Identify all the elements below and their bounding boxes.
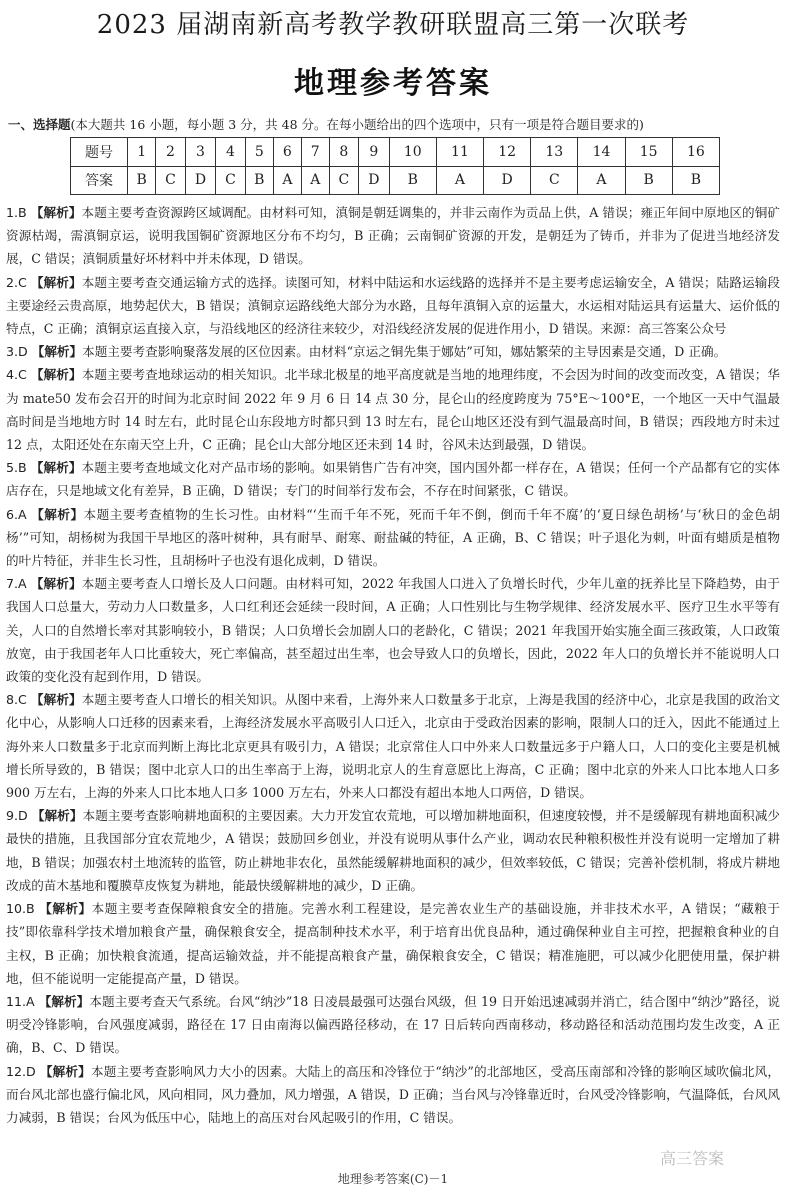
item-text: 本题主要考查资源跨区域调配。由材料可知，滇铜是朝廷调集的，并非云南作为贡品上供，A 错误；雍正年间中原地区的铜矿资源枯竭，需滇铜京运，说明我国铜矿资源地区分布不均匀，B 正确；云南铜矿资源的开发，是朝廷为了铸币，并非为了促进当地经济发展，C 错误；滇铜质量好坏材料中并未体现，D 错误。 <box>6 205 780 267</box>
section-instructions: (本大题共 16 小题，每小题 3 分，共 48 分。在每小题给出的四个选项中，只有一项是符合题目要求的) <box>70 117 644 132</box>
analysis-tag: 【解析】 <box>30 692 82 708</box>
question-number-cell: 15 <box>625 138 672 167</box>
item-number: 6.A <box>6 506 27 522</box>
answer-row <box>71 166 720 195</box>
question-number-cell: 6 <box>273 138 301 167</box>
question-number-cell: 12 <box>484 138 531 167</box>
explanation-item <box>6 363 780 456</box>
answer-cell: D <box>359 166 390 195</box>
section-prefix: 一、选择题 <box>8 117 71 132</box>
explanation-item <box>6 271 780 341</box>
question-number-cell: 5 <box>245 138 273 167</box>
document-title: 地理参考答案 <box>294 66 492 101</box>
answer-cell: D <box>484 166 531 195</box>
item-number: 7.A <box>6 576 27 592</box>
row-label-answer: 答案 <box>71 166 128 195</box>
answer-cell: A <box>273 166 301 195</box>
item-text: 本题主要考查地球运动的相关知识。北半球北极星的地平高度就是当地的地理纬度，不会因为时间的改变而改变，A 错误；华为 mate50 发布会召开的时间为北京时间 2022 年 9 月 6 日 14 点 30 分，昆仑山的经度跨度为 75°E～100°E，一个地区一天中气温最高时间是当地地方时 14 时左右，此时昆仑山东段地方时都只到 13 时左右，昆仑山地区还没有到气温最高时间，B 错误；西段地方时未过 12 点，太阳还处在东南天空上升，C 正确；昆仑山大部分地区还未到 14 时，谷风未达到最强，D 错误。 <box>6 367 780 453</box>
answer-cell: B <box>625 166 672 195</box>
answer-cell: C <box>216 166 245 195</box>
analysis-tag: 【解析】 <box>31 808 83 824</box>
analysis-tag: 【解析】 <box>30 274 82 290</box>
explanation-item <box>6 897 780 990</box>
question-number-cell: 16 <box>672 138 719 167</box>
explanation-item <box>6 201 780 271</box>
item-text: 本题主要考查保障粮食安全的措施。完善水利工程建设，是完善农业生产的基础设施，并非技术水平，A 错误；“藏粮于技”即依靠科学技术增加粮食产量，确保粮食安全，提高制种技术水平，利于培育出优良品种，通过确保种业自主可控，把握粮食种业的自主权，B 正确；加快粮食流通，提高运输效益，并不能提高粮食产量，确保粮食安全，C 错误；精准施肥，可以减少化肥使用量，保护耕地，但不能说明一定能提高产量，D 错误。 <box>6 901 780 986</box>
analysis-tag: 【解析】 <box>31 506 84 522</box>
item-text: 本题主要考查人口增长及人口问题。由材料可知，2022 年我国人口进入了负增长时代，少年儿童的抚养比呈下降趋势，由于我国人口总量大，劳动力人口数量多，人口红利还会延续一段时间，A 正确；人口性别比与生物学规律、经济发展水平、医疗卫生水平等有关，人口的自然增长率对其影响较小，B 错误；人口负增长会加剧人口的老龄化，C 错误；2021 年我国开始实施全面三孩政策，人口政策放宽，由于我国老年人口比重较大，死亡率偏高，甚至超过出生率，也会导致人口的负增长，因此，2022 年人口的负增长并不能说明人口政策的变化没有起到作用，D 错误。 <box>6 576 781 685</box>
answer-cell: B <box>128 166 156 195</box>
item-number: 5.B <box>6 460 27 476</box>
question-number-cell: 9 <box>359 138 390 167</box>
answer-cell: B <box>672 166 719 195</box>
item-text: 本题主要考查人口增长的相关知识。从图中来看，上海外来人口数量多于北京，上海是我国的经济中心，北京是我国的政治文化中心，从影响人口迁移的因素来看，上海经济发展水平高吸引人口迁入，北京由于受政治因素的影响，限制人口的迁入，因此不能通过上海外来人口数量多于北京而判断上海比北京更具有吸引力，A 错误；北京常住人口中外来人口数量远多于户籍人口，人口的变化主要是机械增长所导致的，B 错误；图中北京人口的出生率高于上海，说明北京人的生育意愿比上海高，C 正确；图中北京的外来人口比本地人口多 900 万左右，上海的外来人口比本地人口多 1000 万左右，外来人口都没有超出本地人口两倍，D 错误。 <box>6 692 780 801</box>
analysis-tag: 【解析】 <box>38 993 90 1009</box>
explanation-item <box>6 688 780 804</box>
answer-cell: B <box>245 166 273 195</box>
watermark-text: 高三答案 <box>660 1149 725 1168</box>
item-number: 11.A <box>6 993 35 1009</box>
question-number-cell: 13 <box>531 138 578 167</box>
analysis-tag: 【解析】 <box>30 576 82 592</box>
question-number-cell: 4 <box>216 138 245 167</box>
answer-cell: B <box>389 166 436 195</box>
item-number: 9.D <box>6 808 28 824</box>
answer-cell: A <box>578 166 625 195</box>
item-number: 12.D <box>6 1063 36 1079</box>
item-number: 2.C <box>6 274 27 290</box>
explanation-item <box>6 572 780 688</box>
analysis-tag: 【解析】 <box>30 460 82 476</box>
exam-header-title: 2023 届湖南新高考教学教研联盟高三第一次联考 <box>96 10 690 40</box>
page-footer: 地理参考答案(C)－1 <box>337 1172 449 1186</box>
item-text: 本题主要考查地域文化对产品市场的影响。如果销售广告有冲突，国内国外都一样存在，A 错误；任何一个产品都有它的实体店存在，只是地域文化有差异，B 正确，D 错误；专门的时间举行发布会，不存在时间紧张，C 错误。 <box>6 460 780 499</box>
answer-cell: C <box>531 166 578 195</box>
question-number-cell: 11 <box>436 138 483 167</box>
item-text: 本题主要考查影响风力大小的因素。大陆上的高压和冷锋位于“纳沙”的北部地区，受高压南部和冷锋的影响区域吹偏北风，而台风北部也盛行偏北风，风向相同，风力叠加，风力增强，A 错误，D 正确；当台风与冷锋靠近时，台风受冷锋影响，气温降低，台风风力减弱，B 错误；台风为低压中心，陆地上的高压对台风起吸引的作用，C 错误。 <box>6 1063 780 1125</box>
item-text: 本题主要考查交通运输方式的选择。读图可知，材料中陆运和水运线路的选择并不是主要考虑运输安全，A 错误；陆路运输段主要途经云贵高原，地势起伏大，B 错误；滇铜京运路线绝大部分为水路，且每年滇铜入京的运量大，水运相对陆运具有运量大、运价低的特点，C 正确；滇铜京运直接入京，与沿线地区的经济往来较少，对沿线经济发展的促进作用小，D 错误。来源：高三答案公众号 <box>6 274 780 337</box>
question-number-cell: 14 <box>578 138 625 167</box>
item-number: 8.C <box>6 692 27 708</box>
answer-cell: D <box>185 166 216 195</box>
explanation-item <box>6 1060 780 1130</box>
question-number-row <box>71 138 720 167</box>
question-number-cell: 7 <box>301 138 329 167</box>
explanations-list <box>6 201 780 1129</box>
explanation-item <box>6 456 780 502</box>
analysis-tag: 【解析】 <box>31 344 83 360</box>
row-label-question: 题号 <box>71 138 128 167</box>
answer-cell: A <box>436 166 483 195</box>
analysis-tag: 【解析】 <box>30 367 82 383</box>
answer-key-table <box>70 137 720 195</box>
question-number-cell: 8 <box>329 138 358 167</box>
explanation-item <box>6 503 780 573</box>
question-number-cell: 3 <box>185 138 216 167</box>
question-number-cell: 1 <box>128 138 156 167</box>
item-number: 1.B <box>6 205 27 220</box>
analysis-tag: 【解析】 <box>30 205 82 220</box>
explanation-item <box>6 340 780 363</box>
item-number: 10.B <box>6 901 35 917</box>
explanation-item <box>6 804 780 897</box>
item-text: 本题主要考查影响聚落发展的区位因素。由材料“京运之铜先集于娜姑”可知，娜姑繁荣的主导因素是交通，D 正确。 <box>82 344 727 360</box>
question-number-cell: 2 <box>156 138 185 167</box>
section-heading <box>8 115 778 133</box>
item-text: 本题主要考查植物的生长习性。由材料“‘生而千年不死，死而千年不倒，倒而千年不腐’的‘夏日绿色胡杨’与‘秋日的金色胡杨’”可知，胡杨树为我国干旱地区的落叶树种，具有耐旱、耐寒、耐盐碱的特征，A 正确，B、C 错误；叶子退化为刺，叶面有蜡质是植物的叶片特征，并非生长习性，且胡杨叶子也没有退化成刺，D 错误。 <box>6 506 780 569</box>
analysis-tag: 【解析】 <box>39 901 92 917</box>
analysis-tag: 【解析】 <box>39 1063 91 1079</box>
item-number: 3.D <box>6 344 28 360</box>
answer-cell: A <box>301 166 329 195</box>
explanation-item <box>6 990 780 1060</box>
item-number: 4.C <box>6 367 27 383</box>
answer-cell: C <box>156 166 185 195</box>
item-text: 本题主要考查天气系统。台风“纳沙”18 日凌晨最强可达强台风级，但 19 日开始迅速减弱并消亡，结合图中“纳沙”路径，说明受冷锋影响，台风强度减弱，路径在 17 日由南海以偏西路径移动，在 17 日后转向西南移动，移动路径和活动范围均发生改变，A 正确，B、C、D 错误。 <box>6 993 780 1056</box>
item-text: 本题主要考查影响耕地面积的主要因素。大力开发宜农荒地，可以增加耕地面积，但速度较慢，并不是缓解现有耕地面积减少最快的措施，且我国部分宜农荒地少，A 错误；鼓励回乡创业，并没有说明从事什么产业，调动农民种粮积极性并没有说明一定增加了耕地，B 错误；加强农村土地流转的监管，防止耕地非农化，虽然能缓解耕地面积的减少，但效率较低，C 错误；完善补偿机制，将成片耕地改成的苗木基地和覆膜草皮恢复为耕地，能最快缓解耕地的减少，D 正确。 <box>6 808 780 893</box>
answer-cell: C <box>329 166 358 195</box>
question-number-cell: 10 <box>389 138 436 167</box>
